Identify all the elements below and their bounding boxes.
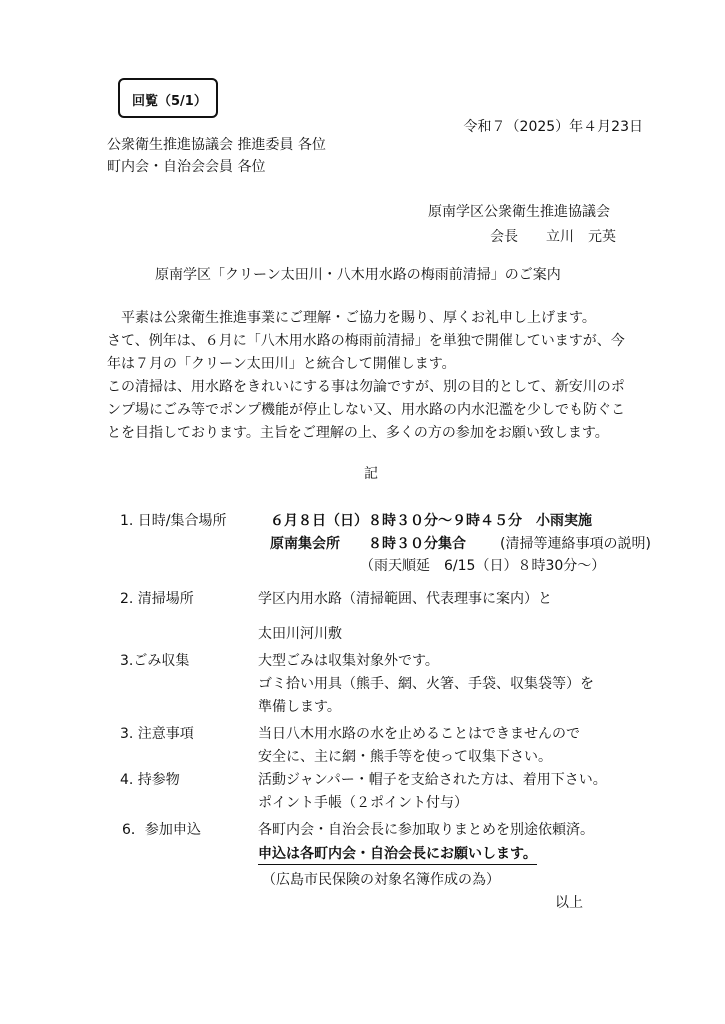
- item-datetime-line: ６月８日（日）８時３０分～９時４５分 小雨実施: [270, 513, 592, 529]
- item-label-caution: 3. 注意事項: [120, 726, 194, 742]
- sender-name: 会長 立川 元英: [490, 229, 616, 245]
- body-line: さて、例年は、６月に「八木用水路の梅雨前清掃」を単独で開催していますが、今: [107, 333, 625, 349]
- body-line: 平素は公衆衛生推進事業にご理解・ご協力を賜り、厚くお礼申し上げます。: [107, 310, 596, 326]
- sender-org: 原南学区公衆衛生推進協議会: [428, 204, 610, 220]
- item-garbage-line: ゴミ拾い用具（熊手、網、火箸、手袋、収集袋等）を: [258, 676, 594, 692]
- addressee-2: 町内会・自治会会員 各位: [107, 159, 266, 175]
- circulation-label: 回覧（5/1）: [132, 94, 207, 109]
- item-datetime-line: （雨天順延 6/15（日）８時30分～）: [360, 558, 606, 574]
- item-label-datetime: 1. 日時/集合場所: [120, 513, 227, 529]
- body-line: 年は７月の「クリーン太田川」と統合して開催します。: [107, 356, 456, 372]
- document-date: 令和７（2025）年４月23日: [463, 119, 643, 135]
- item-caution-line: 安全に、主に網・熊手等を使って収集下さい。: [258, 749, 552, 765]
- item-belongings-line: ポイント手帳（２ポイント付与）: [258, 795, 468, 811]
- ki-heading: 記: [364, 466, 378, 482]
- item-place-line: 太田川河川敷: [258, 626, 342, 642]
- item-application-line: （広島市民保険の対象名簿作成の為）: [262, 872, 500, 888]
- item-garbage-line: 大型ごみは収集対象外です。: [258, 653, 439, 669]
- item-belongings-line: 活動ジャンパー・帽子を支給された方は、着用下さい。: [258, 772, 607, 788]
- document-title: 原南学区「クリーン太田川・八木用水路の梅雨前清掃」のご案内: [155, 267, 561, 283]
- item-datetime-line: 原南集会所 ８時３０分集合: [270, 536, 466, 552]
- circulation-stamp-box: [118, 78, 218, 118]
- item-datetime-note: (清掃等連絡事項の説明): [500, 536, 651, 552]
- item-label-garbage: 3.ごみ収集: [120, 653, 190, 669]
- item-place-line: 学区内用水路（清掃範囲、代表理事に案内）と: [258, 591, 552, 607]
- item-application-line: 各町内会・自治会長に参加取りまとめを別途依頼済。: [258, 822, 594, 838]
- body-line: とを目指しております。主旨をご理解の上、多くの方の参加をお願い致します。: [107, 425, 609, 441]
- item-application-emphasis: 申込は各町内会・自治会長にお願いします。: [258, 845, 537, 865]
- body-line: この清掃は、用水路をきれいにする事は勿論ですが、別の目的として、新安川のポ: [107, 379, 625, 395]
- item-caution-line: 当日八木用水路の水を止めることはできませんので: [258, 726, 580, 742]
- addressee-1: 公衆衛生推進協議会 推進委員 各位: [107, 137, 326, 153]
- item-garbage-line: 準備します。: [258, 699, 341, 715]
- closing-text: 以上: [555, 895, 583, 911]
- item-label-belongings: 4. 持参物: [120, 772, 180, 788]
- item-label-place: 2. 清掃場所: [120, 591, 194, 607]
- body-line: ンプ場にごみ等でポンプ機能が停止しない又、用水路の内水氾濫を少しでも防ぐこ: [107, 402, 625, 418]
- item-label-application: 6．参加申込: [122, 822, 201, 838]
